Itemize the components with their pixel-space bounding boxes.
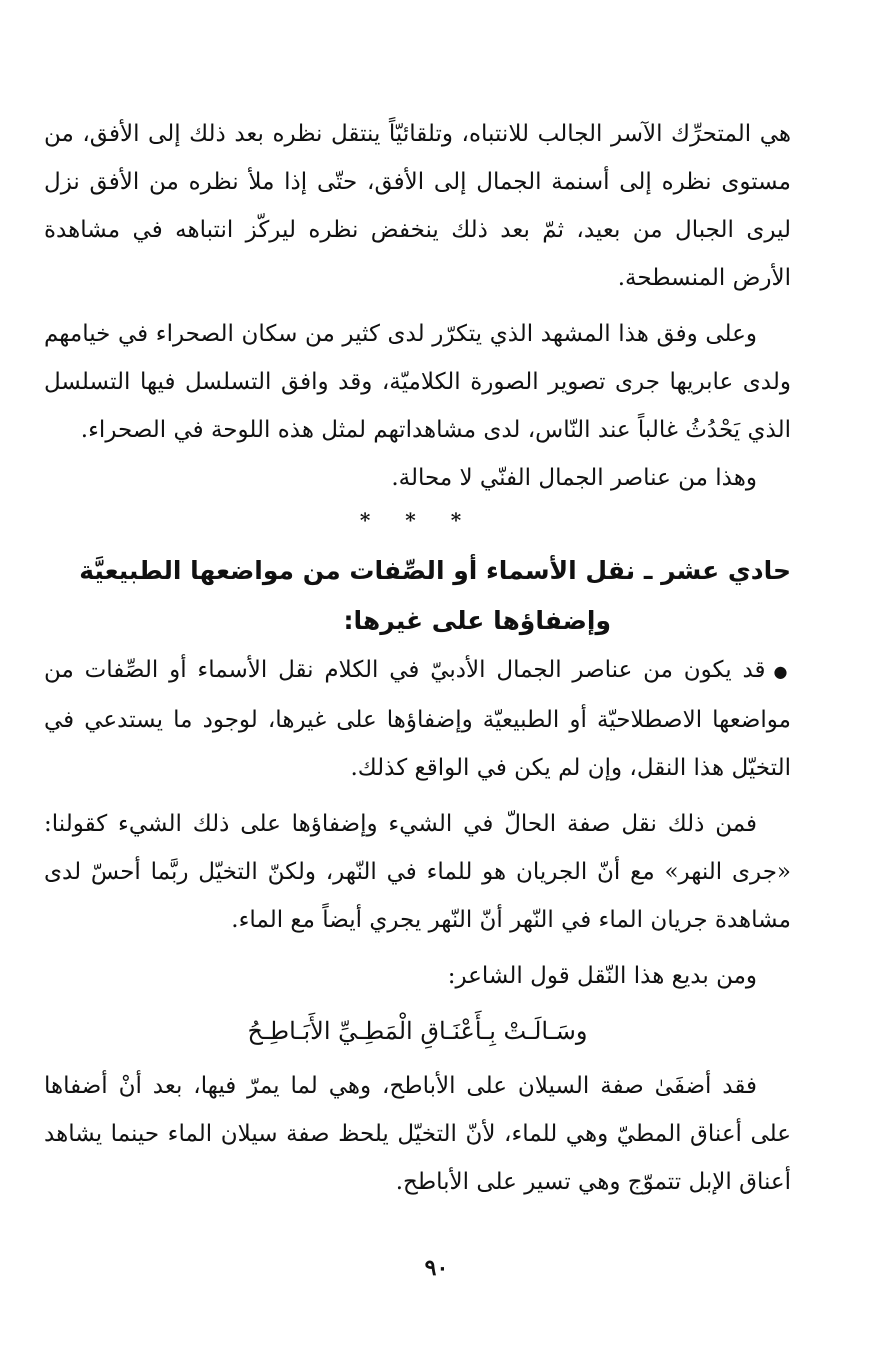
paragraph-artistic-beauty: وهذا من عناصر الجمال الفنّي لا محالة. [391, 465, 757, 491]
poetry-verse: وسَـالَـتْ بِـأَعْنَـاقِ الْمَطِـيِّ الأَبَـاطِـحُ [247, 1017, 588, 1045]
paragraph-name-transfer-text: قد يكون من عناصر الجمال الأدبيّ في الكلام نقل الأسماء أو الصِّفات من مواضعها الاصطلاحيّة أو الطبيعيّة وإضفاؤها على غيرها، لوجود ما يستدعي في التخيّل هذا النقل، وإن لم يكن في الواقع كذلك. [44, 657, 791, 781]
paragraph-verse-explanation: فقد أضفَىٰ صفة السيلان على الأباطح، وهي لما يمرّ فيها، بعد أنْ أضفاها على أعناق المطيّ وهي للماء، لأنّ التخيّل يلحظ صفة سيلان الماء حينما يشاهد أعناق الإبل تتموّج وهي تسير على الأباطح. [44, 1073, 791, 1195]
section-divider: * * * [359, 508, 476, 532]
paragraph-river-example: فمن ذلك نقل صفة الحالّ في الشيء وإضفاؤها على ذلك الشيء كقولنا: «جرى النهر» مع أنّ الجريان هو للماء في النّهر، ولكنّ التخيّل ربَّما أحسّ لدى مشاهدة جريان الماء في النّهر أنّ النّهر يجري أيضاً مع الماء. [44, 811, 791, 933]
section-heading [44, 546, 791, 646]
page-number: ٩٠ [424, 1255, 449, 1281]
paragraph-desert-view: هي المتحرِّك الآسر الجالب للانتباه، وتلقائيّاً ينتقل نظره بعد ذلك إلى الأفق، من مستوى نظره إلى أسنمة الجمال إلى الأفق، حتّى إذا ملأ نظره من الأفق نزل ليرى الجبال من بعيد، ثمّ بعد ذلك ينخفض نظره ليركّز انتباهه في مشاهدة الأرض المنسطحة. [44, 121, 791, 291]
paragraph-poet-intro: ومن بديع هذا النّقل قول الشاعر: [447, 963, 757, 989]
paragraph-name-transfer [44, 646, 791, 792]
section-heading-line1: حادي عشر ـ نقل الأسماء أو الصِّفات من مواضعها الطبيعيَّة [79, 556, 791, 585]
bullet-icon: ● [773, 662, 791, 681]
section-heading-line2: وإضفاؤها على غيرها: [343, 606, 611, 635]
paragraph-scene-sequence: وعلى وفق هذا المشهد الذي يتكرّر لدى كثير من سكان الصحراء في خيامهم ولدى عابريها جرى تصوير الصورة الكلاميّة، وقد وافق التسلسل فيها التسلسل الذي يَحْدُثُ غالباً عند النّاس، لدى مشاهداتهم لمثل هذه اللوحة في الصحراء. [44, 321, 791, 443]
